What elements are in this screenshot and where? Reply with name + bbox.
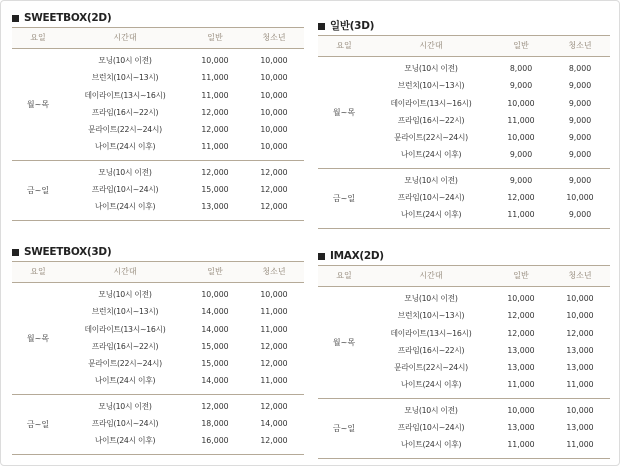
general-price: 11,000 [201, 142, 229, 152]
time-slot: 모닝(10시 이전) [98, 290, 152, 299]
teen-price: 11,000 [260, 324, 288, 334]
section-title [12, 243, 304, 261]
teen-price: 9,000 [568, 81, 592, 91]
general-price: 11,000 [201, 73, 229, 83]
square-bullet-icon [12, 249, 19, 256]
table-row [64, 372, 304, 389]
table-header [12, 261, 304, 283]
time-slot: 프라임(10시~24시) [397, 423, 465, 433]
table-row [64, 121, 304, 138]
time-slot: 모닝(10시 이전) [404, 294, 458, 303]
general-price: 11,000 [507, 380, 535, 390]
table-row [370, 342, 610, 359]
table-row [370, 60, 610, 77]
table-row [370, 436, 610, 453]
general-price: 10,000 [507, 294, 535, 303]
time-slot: 데이라이트(13시~16시) [390, 328, 472, 338]
time-slot: 나이트(24시 이후) [400, 440, 462, 450]
group-rows [64, 395, 304, 454]
table-row [370, 189, 610, 206]
time-slot: 모닝(10시 이전) [404, 175, 458, 185]
day-group [318, 399, 610, 459]
table-header [12, 27, 304, 49]
section-title-text: IMAX(2D) [330, 250, 384, 262]
time-slot: 프라임(16시~22시) [91, 341, 159, 351]
table-header [318, 35, 610, 57]
teen-price: 10,000 [260, 142, 288, 152]
general-price: 10,000 [201, 290, 229, 299]
header-teen: 청소년 [568, 41, 592, 50]
table-row [64, 181, 304, 198]
general-price: 11,000 [507, 440, 535, 450]
header-teen: 청소년 [262, 267, 286, 276]
time-slot: 문라이트(22시~24시) [88, 359, 162, 369]
table-row [64, 69, 304, 86]
table-row [370, 359, 610, 376]
time-slot: 브런치(10시~13시) [397, 81, 465, 91]
table-row [370, 402, 610, 419]
teen-price: 10,000 [260, 125, 288, 135]
section-sweetbox-3d [12, 243, 304, 455]
table-row [64, 87, 304, 104]
teen-price: 10,000 [260, 290, 288, 299]
square-bullet-icon [318, 253, 325, 260]
time-slot: 모닝(10시 이전) [98, 401, 152, 411]
teen-price: 12,000 [566, 328, 594, 338]
general-price: 15,000 [201, 185, 229, 195]
general-price: 13,000 [507, 423, 535, 433]
day-label: 금~일 [26, 185, 50, 195]
table-row [370, 129, 610, 146]
teen-price: 12,000 [260, 436, 288, 446]
section-title [318, 247, 610, 265]
time-slot: 브런치(10시~13시) [91, 73, 159, 83]
header-day: 요일 [30, 267, 46, 276]
time-slot: 프라임(10시~24시) [397, 193, 465, 203]
section-imax-2d [318, 247, 610, 459]
header-teen: 청소년 [262, 33, 286, 42]
square-bullet-icon [318, 23, 325, 30]
time-slot: 모닝(10시 이전) [98, 56, 152, 65]
day-group [318, 57, 610, 169]
table-row [64, 321, 304, 338]
group-rows [64, 49, 304, 160]
teen-price: 10,000 [566, 294, 594, 303]
table-row [64, 52, 304, 69]
time-slot: 나이트(24시 이후) [94, 142, 156, 152]
header-teen: 청소년 [568, 271, 592, 280]
general-price: 15,000 [201, 359, 229, 369]
teen-price: 13,000 [566, 363, 594, 373]
general-price: 11,000 [507, 210, 535, 220]
table-row [64, 104, 304, 121]
group-rows [64, 283, 304, 394]
header-general: 일반 [207, 33, 223, 42]
teen-price: 12,000 [260, 401, 288, 411]
teen-price: 9,000 [568, 210, 592, 220]
general-price: 12,000 [201, 107, 229, 117]
time-slot: 나이트(24시 이후) [94, 376, 156, 386]
teen-price: 12,000 [260, 185, 288, 195]
time-slot: 브런치(10시~13시) [91, 307, 159, 317]
header-day: 요일 [336, 41, 352, 50]
table-header [318, 265, 610, 287]
day-label: 월~목 [26, 333, 50, 343]
header-time: 시간대 [419, 41, 443, 50]
group-rows [370, 57, 610, 168]
time-slot: 프라임(10시~24시) [91, 419, 159, 429]
header-general: 일반 [513, 271, 529, 280]
general-price: 11,000 [201, 90, 229, 100]
time-slot: 데이라이트(13시~16시) [84, 90, 166, 100]
time-slot: 나이트(24시 이후) [94, 436, 156, 446]
general-price: 12,000 [201, 125, 229, 135]
day-label: 월~목 [332, 107, 356, 117]
table-row [370, 77, 610, 94]
time-slot: 프라임(16시~22시) [397, 115, 465, 125]
general-price: 15,000 [201, 341, 229, 351]
table-row [370, 290, 610, 307]
teen-price: 14,000 [260, 419, 288, 429]
general-price: 9,000 [509, 81, 533, 91]
header-general: 일반 [513, 41, 529, 50]
general-price: 8,000 [509, 64, 533, 73]
teen-price: 10,000 [260, 56, 288, 65]
table-row [64, 303, 304, 320]
header-day: 요일 [336, 271, 352, 280]
day-label: 금~일 [332, 423, 356, 433]
time-slot: 브런치(10시~13시) [397, 311, 465, 321]
table-row [64, 338, 304, 355]
time-slot: 모닝(10시 이전) [98, 167, 152, 177]
teen-price: 12,000 [260, 202, 288, 212]
time-slot: 모닝(10시 이전) [404, 64, 458, 73]
group-rows [370, 169, 610, 228]
table-row [64, 164, 304, 181]
header-time: 시간대 [113, 33, 137, 42]
general-price: 10,000 [507, 405, 535, 415]
time-slot: 문라이트(22시~24시) [394, 133, 468, 143]
day-group [12, 395, 304, 455]
group-rows [370, 399, 610, 458]
teen-price: 11,000 [260, 376, 288, 386]
general-price: 14,000 [201, 324, 229, 334]
group-rows [64, 161, 304, 220]
general-price: 10,000 [507, 98, 535, 108]
table-row [64, 198, 304, 215]
general-price: 10,000 [201, 56, 229, 65]
general-price: 12,000 [201, 401, 229, 411]
table-row [64, 138, 304, 155]
header-time: 시간대 [419, 271, 443, 280]
teen-price: 11,000 [260, 307, 288, 317]
teen-price: 9,000 [568, 98, 592, 108]
time-slot: 프라임(10시~24시) [91, 185, 159, 195]
time-slot: 문라이트(22시~24시) [88, 125, 162, 135]
time-slot: 나이트(24시 이후) [400, 380, 462, 390]
teen-price: 9,000 [568, 175, 592, 185]
general-price: 12,000 [201, 167, 229, 177]
day-label: 월~목 [26, 99, 50, 109]
table-row [370, 95, 610, 112]
general-price: 14,000 [201, 376, 229, 386]
general-price: 9,000 [509, 150, 533, 160]
section-title-text: SWEETBOX(2D) [24, 12, 112, 24]
section-title-text: SWEETBOX(3D) [24, 246, 112, 258]
table-row [370, 206, 610, 223]
day-group [318, 169, 610, 229]
general-price: 9,000 [509, 175, 533, 185]
section-sweetbox-2d [12, 9, 304, 221]
general-price: 12,000 [507, 328, 535, 338]
teen-price: 11,000 [566, 440, 594, 450]
general-price: 12,000 [507, 193, 535, 203]
teen-price: 9,000 [568, 133, 592, 143]
time-slot: 나이트(24시 이후) [94, 202, 156, 212]
general-price: 18,000 [201, 419, 229, 429]
table-row [64, 286, 304, 303]
teen-price: 12,000 [260, 167, 288, 177]
general-price: 11,000 [507, 115, 535, 125]
section-title [12, 9, 304, 27]
section-title-text: 일반(3D) [330, 20, 375, 32]
table-row [370, 419, 610, 436]
general-price: 16,000 [201, 436, 229, 446]
time-slot: 나이트(24시 이후) [400, 210, 462, 220]
teen-price: 10,000 [566, 311, 594, 321]
teen-price: 13,000 [566, 423, 594, 433]
table-row [370, 172, 610, 189]
day-label: 금~일 [26, 419, 50, 429]
teen-price: 10,000 [260, 90, 288, 100]
table-row [64, 398, 304, 415]
day-group [318, 287, 610, 399]
general-price: 13,000 [507, 345, 535, 355]
time-slot: 데이라이트(13시~16시) [390, 98, 472, 108]
teen-price: 12,000 [260, 341, 288, 351]
group-rows [370, 287, 610, 398]
header-time: 시간대 [113, 267, 137, 276]
table-row [64, 415, 304, 432]
teen-price: 10,000 [566, 193, 594, 203]
table-row [370, 325, 610, 342]
table-row [370, 376, 610, 393]
table-row [64, 355, 304, 372]
time-slot: 모닝(10시 이전) [404, 405, 458, 415]
teen-price: 12,000 [260, 359, 288, 369]
square-bullet-icon [12, 15, 19, 22]
teen-price: 9,000 [568, 150, 592, 160]
day-group [12, 49, 304, 161]
table-row [370, 112, 610, 129]
day-group [12, 161, 304, 221]
teen-price: 11,000 [566, 380, 594, 390]
general-price: 13,000 [201, 202, 229, 212]
general-price: 10,000 [507, 133, 535, 143]
time-slot: 나이트(24시 이후) [400, 150, 462, 160]
day-group [12, 283, 304, 395]
teen-price: 10,000 [260, 107, 288, 117]
section-title [318, 17, 610, 35]
general-price: 12,000 [507, 311, 535, 321]
table-row [64, 432, 304, 449]
teen-price: 9,000 [568, 115, 592, 125]
time-slot: 프라임(16시~22시) [397, 345, 465, 355]
header-general: 일반 [207, 267, 223, 276]
day-label: 금~일 [332, 193, 356, 203]
header-day: 요일 [30, 33, 46, 42]
table-row [370, 307, 610, 324]
teen-price: 10,000 [566, 405, 594, 415]
day-label: 월~목 [332, 337, 356, 347]
table-row [370, 146, 610, 163]
teen-price: 13,000 [566, 345, 594, 355]
general-price: 13,000 [507, 363, 535, 373]
teen-price: 8,000 [568, 64, 592, 73]
time-slot: 문라이트(22시~24시) [394, 363, 468, 373]
section-general-3d [318, 17, 610, 229]
time-slot: 데이라이트(13시~16시) [84, 324, 166, 334]
general-price: 14,000 [201, 307, 229, 317]
teen-price: 10,000 [260, 73, 288, 83]
time-slot: 프라임(16시~22시) [91, 107, 159, 117]
